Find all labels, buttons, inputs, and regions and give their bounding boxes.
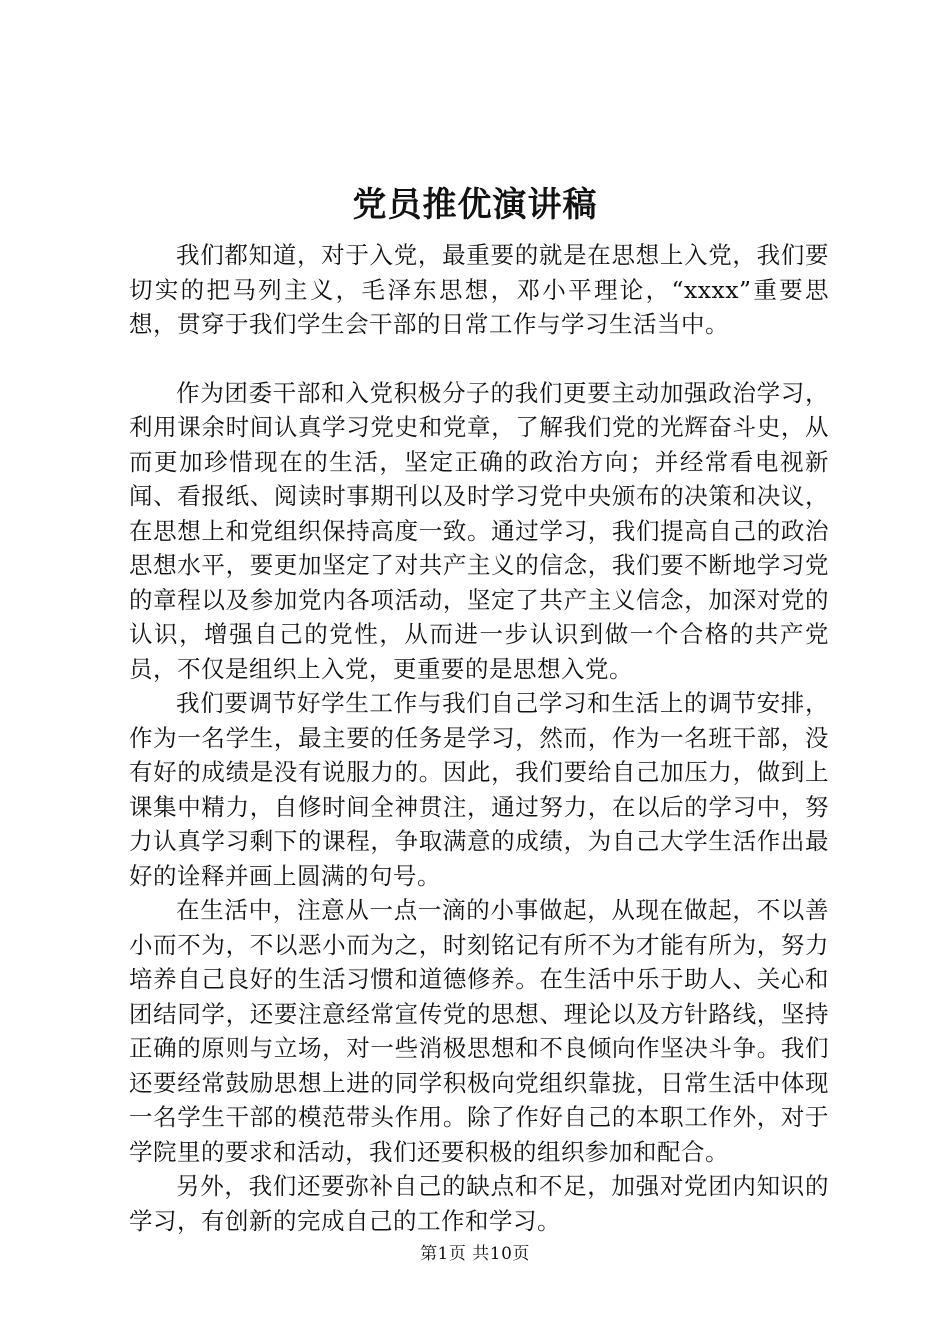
page-number-footer: 第1页 共10页 bbox=[420, 1244, 530, 1264]
document-body bbox=[129, 238, 829, 1238]
paragraph-4: 在生活中，注意从一点一滴的小事做起，从现在做起，不以善小而不为，不以恶小而为之，时刻铭记有所不为才能有所为，努力培养自己良好的生活习惯和道德修养。在生活中乐于助人、关心和团结同学，还要注意经常宣传党的思想、理论以及方针路线，坚持正确的原则与立场，对一些消极思想和不良倾向作坚决斗争。我们还要经常鼓励思想上进的同学积极向党组织靠拢，日常生活中体现一名学生干部的模范带头作用。除了作好自己的本职工作外，对于学院里的要求和活动，我们还要积极的组织参加和配合。 bbox=[129, 896, 829, 1166]
paragraph-2: 作为团委干部和入党积极分子的我们更要主动加强政治学习，利用课余时间认真学习党史和党章，了解我们党的光辉奋斗史，从而更加珍惜现在的生活，坚定正确的政治方向；并经常看电视新闻、看报纸、阅读时事期刊以及时学习党中央颁布的决策和决议，在思想上和党组织保持高度一致。通过学习，我们提高自己的政治思想水平，要更加坚定了对共产主义的信念，我们要不断地学习党的章程以及参加党内各项活动，坚定了共产主义信念，加深对党的认识，增强自己的党性，从而进一步认识到做一个合格的共产党员，不仅是组织上入党，更重要的是思想入党。 bbox=[129, 378, 829, 683]
paragraph-3: 我们要调节好学生工作与我们自己学习和生活上的调节安排，作为一名学生，最主要的任务是学习，然而，作为一名班干部，没有好的成绩是没有说服力的。因此，我们要给自己加压力，做到上课集中精力，自修时间全神贯注，通过努力，在以后的学习中，努力认真学习剩下的课程，争取满意的成绩，为自己大学生活作出最好的诠释并画上圆满的句号。 bbox=[129, 689, 829, 890]
paragraph-5: 另外，我们还要弥补自己的缺点和不足，加强对党团内知识的学习，有创新的完成自己的工作和学习。 bbox=[129, 1172, 829, 1235]
document-title: 党员推优演讲稿 bbox=[352, 185, 598, 225]
paragraph-1: 我们都知道，对于入党，最重要的就是在思想上入党，我们要切实的把马列主义，毛泽东思想，邓小平理论，“xxxx”重要思想，贯穿于我们学生会干部的日常工作与学习生活当中。 bbox=[129, 241, 829, 338]
